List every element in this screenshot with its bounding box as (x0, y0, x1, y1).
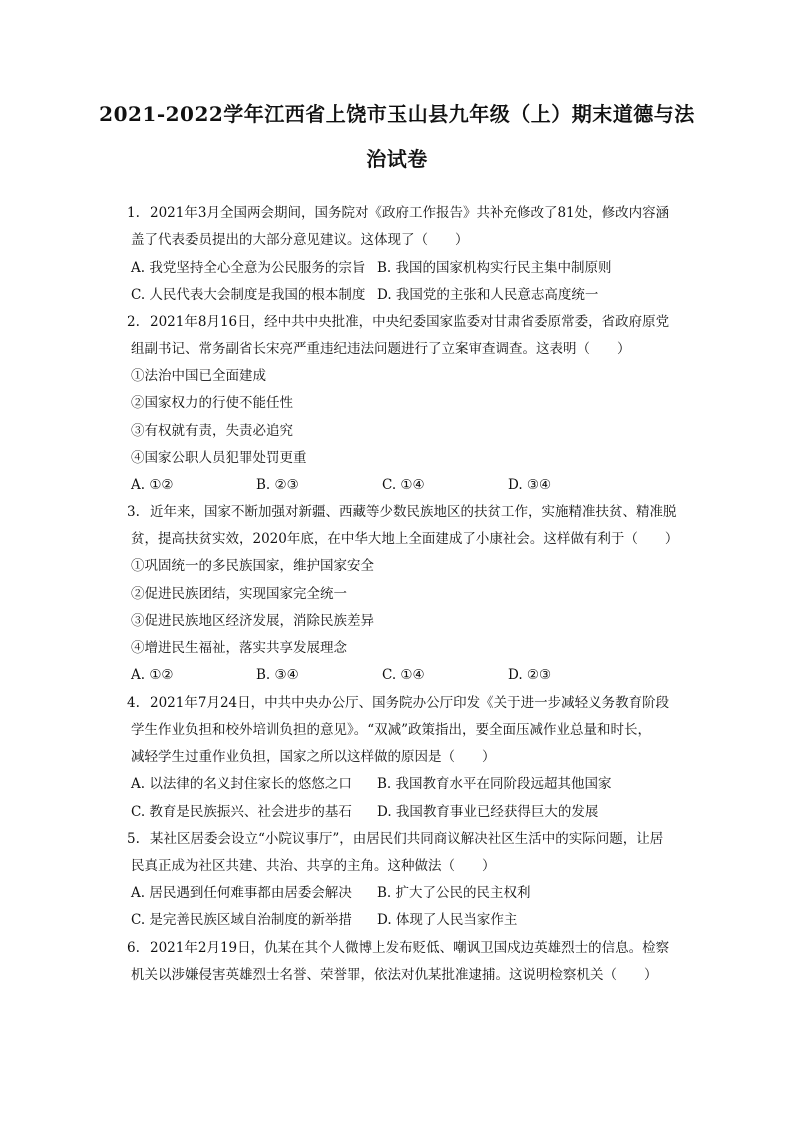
option-d[interactable]: D. 我国党的主张和人民意志高度统一 (377, 287, 599, 303)
statement-4: ④增进民生福祉，落实共享发展理念 (131, 640, 347, 656)
question-stem-line: 减轻学生过重作业负担，国家之所以这样做的原因是（ ） (131, 749, 496, 765)
statement-1: ①法治中国已全面建成 (131, 368, 266, 384)
question-stem-line: 2021年3月全国两会期间，国务院对《政府工作报告》共补充修改了81处，修改内容涵 (150, 205, 670, 221)
question-stem-line: 组副书记、常务副省长宋亮严重违纪违法问题进行了立案审查调查。这表明（ ） (131, 341, 631, 357)
statement-3: ③有权就有责，失责必追究 (131, 423, 293, 439)
option-c[interactable]: C. 是完善民族区域自治制度的新举措 (131, 912, 352, 928)
question-number: 4. (127, 695, 140, 711)
option-b[interactable]: B. 我国的国家机构实行民主集中制原则 (377, 260, 612, 276)
question-number: 1. (127, 205, 140, 221)
question-stem-line: 2021年8月16日，经中共中央批准，中央纪委国家监委对甘肃省委原常委，省政府原党 (150, 314, 670, 330)
question-number: 3. (127, 504, 140, 520)
page-title (90, 92, 704, 182)
option-a[interactable]: A. ①② (131, 477, 174, 493)
question-stem-line: 学生作业负担和校外培训负担的意见》。“双减”政策指出，要全面压减作业总量和时长， (131, 722, 652, 738)
statement-3: ③促进民族地区经济发展，消除民族差异 (131, 613, 374, 629)
question-stem-line: 2021年2月19日，仇某在其个人微博上发布贬低、嘲讽卫国戍边英雄烈士的信息。检察 (150, 940, 670, 956)
statement-4: ④国家公职人员犯罪处罚更重 (131, 450, 307, 466)
option-b[interactable]: B. 扩大了公民的民主权利 (377, 885, 531, 901)
option-a[interactable]: A. 居民遇到任何难事都由居委会解决 (131, 885, 352, 901)
option-b[interactable]: B. ②③ (256, 477, 299, 493)
question-number: 2. (127, 314, 140, 330)
option-b[interactable]: B. ③④ (256, 667, 299, 683)
title-line-2: 治试卷 (366, 147, 428, 171)
question-stem-line: 机关以涉嫌侵害英雄烈士名誉、荣誉罪，依法对仇某批准逮捕。这说明检察机关（ ） (131, 967, 658, 983)
option-d[interactable]: D. ②③ (508, 667, 552, 683)
option-c[interactable]: C. ①④ (382, 477, 425, 493)
question-stem-line: 贫，提高扶贫实效，2020年底，在中华大地上全面建成了小康社会。这样做有利于（ ） (131, 531, 679, 547)
option-d[interactable]: D. 我国教育事业已经获得巨大的发展 (377, 804, 599, 820)
option-a[interactable]: A. 我党坚持全心全意为公民服务的宗旨 (131, 260, 366, 276)
statement-2: ②促进民族团结，实现国家完全统一 (131, 586, 347, 602)
option-a[interactable]: A. 以法律的名义封住家长的悠悠之口 (131, 776, 352, 792)
title-line-1: 2021-2022学年江西省上饶市玉山县九年级（上）期末道德与法 (99, 102, 695, 126)
statement-1: ①巩固统一的多民族国家，维护国家安全 (131, 558, 374, 574)
question-stem-line: 2021年7月24日，中共中央办公厅、国务院办公厅印发《关于进一步减轻义务教育阶段 (150, 695, 670, 711)
option-c[interactable]: C. ①④ (382, 667, 425, 683)
option-d[interactable]: D. 体现了人民当家作主 (377, 912, 518, 928)
question-number: 6. (127, 940, 140, 956)
question-stem-line: 民真正成为社区共建、共治、共享的主角。这种做法（ ） (131, 858, 496, 874)
option-d[interactable]: D. ③④ (508, 477, 552, 493)
option-b[interactable]: B. 我国教育水平在同阶段远超其他国家 (377, 776, 612, 792)
option-c[interactable]: C. 教育是民族振兴、社会进步的基石 (131, 804, 352, 820)
option-a[interactable]: A. ①② (131, 667, 174, 683)
question-stem-line: 某社区居委会设立“小院议事厅”，由居民们共同商议解决社区生活中的实际问题，让居 (150, 831, 664, 847)
question-stem-line: 近年来，国家不断加强对新疆、西藏等少数民族地区的扶贫工作，实施精准扶贫、精准脱 (150, 504, 677, 520)
statement-2: ②国家权力的行使不能任性 (131, 395, 293, 411)
question-number: 5. (127, 831, 140, 847)
question-stem-line: 盖了代表委员提出的大部分意见建议。这体现了（ ） (131, 232, 469, 248)
option-c[interactable]: C. 人民代表大会制度是我国的根本制度 (131, 287, 366, 303)
